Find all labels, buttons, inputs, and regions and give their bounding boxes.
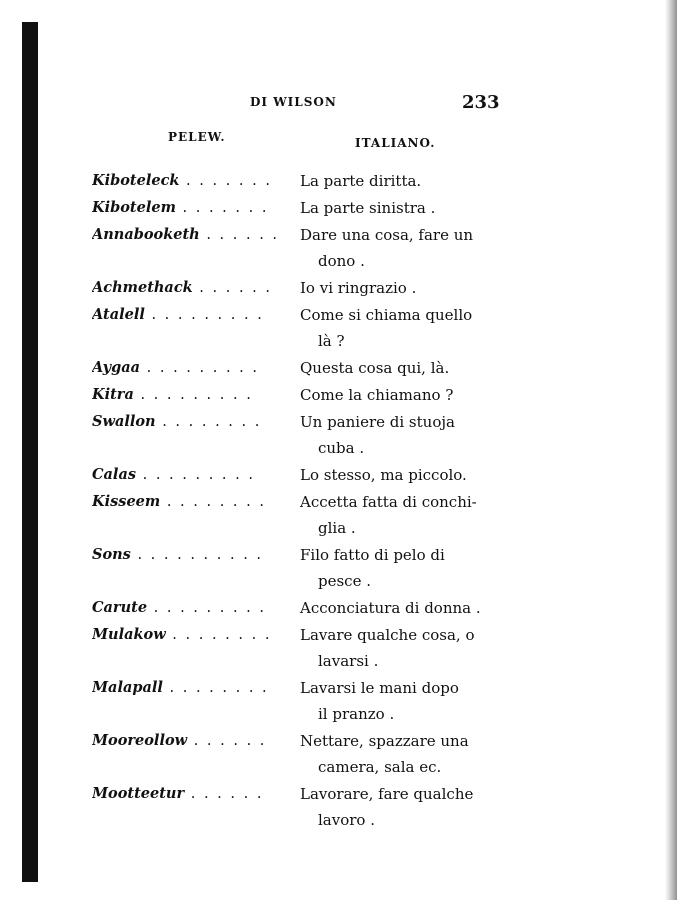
entry-term [92,222,300,274]
entry-leader-dots: . . . . . . . . . . [130,547,264,563]
glossary-list [92,168,512,834]
entry-definition [300,409,510,461]
entry-leader-dots: . . . . . . [187,733,267,749]
entry-term-word: Annabooketh [92,226,200,243]
entry-definition [300,781,510,833]
entry-leader-dots: . . . . . . . . [165,627,272,643]
entry-leader-dots: . . . . . . . [179,173,272,189]
definition-line: Lavare qualche cosa, o [300,626,475,644]
glossary-entry [92,462,512,488]
definition-line: Come la chiamano ? [300,386,454,404]
entry-definition [300,222,510,274]
entry-leader-dots: . . . . . . [192,280,273,296]
glossary-entry [92,781,512,833]
page-binding-shadow [22,22,38,882]
entry-term [92,489,300,541]
page-number: 233 [462,92,500,113]
entry-definition [300,302,510,354]
entry-leader-dots: . . . . . . . . [162,680,269,696]
glossary-entry [92,675,512,727]
entry-term [92,275,300,301]
entry-term [92,302,300,354]
glossary-entry [92,409,512,461]
definition-line: Un paniere di stuoja [300,413,455,431]
entry-leader-dots: . . . . . . . . [155,414,262,430]
entry-definition [300,462,510,488]
entry-term-word: Aygaa [92,359,141,376]
entry-term [92,409,300,461]
entry-term [92,542,300,594]
definition-line: lavarsi . [318,652,379,670]
definition-line: là ? [318,332,345,350]
entry-definition [300,168,510,194]
glossary-entry [92,275,512,301]
entry-definition [300,622,510,674]
running-header: DI WILSON [250,95,337,109]
entry-term-word: Swallon [92,413,156,430]
column-heading-italiano: ITALIANO. [355,136,436,150]
entry-term [92,382,300,408]
entry-leader-dots: . . . . . . . . [160,494,266,510]
entry-term [92,595,300,621]
glossary-entry [92,168,512,194]
entry-leader-dots: . . . . . . . . . [133,387,253,403]
entry-term-word: Atalell [92,306,145,323]
page-edge-shadow [665,0,677,900]
entry-term-word: Mootteetur [92,785,185,802]
entry-definition [300,355,510,381]
entry-term-word: Mooreollow [92,732,188,749]
entry-leader-dots: . . . . . . . . . [136,467,255,483]
entry-term [92,781,300,833]
glossary-entry [92,728,512,780]
definition-line: Come si chiama quello [300,306,473,324]
glossary-entry [92,222,512,274]
entry-leader-dots: . . . . . . . [175,200,269,216]
glossary-entry [92,355,512,381]
glossary-entry [92,302,512,354]
entry-leader-dots: . . . . . . [199,227,280,243]
entry-term-word: Kiboteleck [92,172,180,189]
definition-line: La parte diritta. [300,172,422,190]
glossary-entry [92,622,512,674]
definition-line: Acconciatura di donna . [300,599,481,617]
definition-line: pesce . [318,572,371,590]
definition-line: dono . [318,252,365,270]
column-heading-pelew: PELEW. [168,130,226,144]
entry-definition [300,595,510,621]
entry-term-word: Kitra [92,386,134,403]
entry-term-word: Malapall [92,679,163,696]
entry-definition [300,675,510,727]
definition-line: Lavarsi le mani dopo [300,679,459,697]
entry-definition [300,275,510,301]
glossary-entry [92,595,512,621]
glossary-entry [92,489,512,541]
entry-leader-dots: . . . . . . . . . [140,360,259,376]
definition-line: Lo stesso, ma piccolo. [300,466,467,484]
entry-term-word: Kibotelem [92,199,176,216]
entry-leader-dots: . . . . . . . . . [144,307,264,323]
definition-line: Dare una cosa, fare un [300,226,474,244]
glossary-entry [92,195,512,221]
entry-leader-dots: . . . . . . . . . [147,600,267,616]
definition-line: camera, sala ec. [318,758,442,776]
definition-line: Io vi ringrazio . [300,279,417,297]
entry-term-word: Mulakow [92,626,166,643]
entry-term-word: Sons [92,546,131,563]
entry-definition [300,489,510,541]
definition-line: il pranzo . [318,705,395,723]
definition-line: Accetta fatta di conchi- [300,493,477,511]
entry-term-word: Carute [92,599,148,616]
definition-line: Lavorare, fare qualche [300,785,474,803]
entry-term-word: Kisseem [92,493,161,510]
entry-term [92,622,300,674]
definition-line: Nettare, spazzare una [300,732,469,750]
entry-term [92,355,300,381]
entry-definition [300,728,510,780]
definition-line: Questa cosa qui, là. [300,359,450,377]
definition-line: cuba . [318,439,365,457]
glossary-entry [92,382,512,408]
entry-term [92,675,300,727]
definition-line: Filo fatto di pelo di [300,546,445,564]
entry-term [92,462,300,488]
entry-term [92,728,300,780]
entry-term-word: Achmethack [92,279,193,296]
entry-definition [300,542,510,594]
definition-line: La parte sinistra . [300,199,436,217]
entry-definition [300,195,510,221]
glossary-entry [92,542,512,594]
entry-term [92,168,300,194]
entry-leader-dots: . . . . . . [184,786,264,802]
entry-term-word: Calas [92,466,137,483]
definition-line: glia . [318,519,356,537]
entry-definition [300,382,510,408]
definition-line: lavoro . [318,811,375,829]
entry-term [92,195,300,221]
